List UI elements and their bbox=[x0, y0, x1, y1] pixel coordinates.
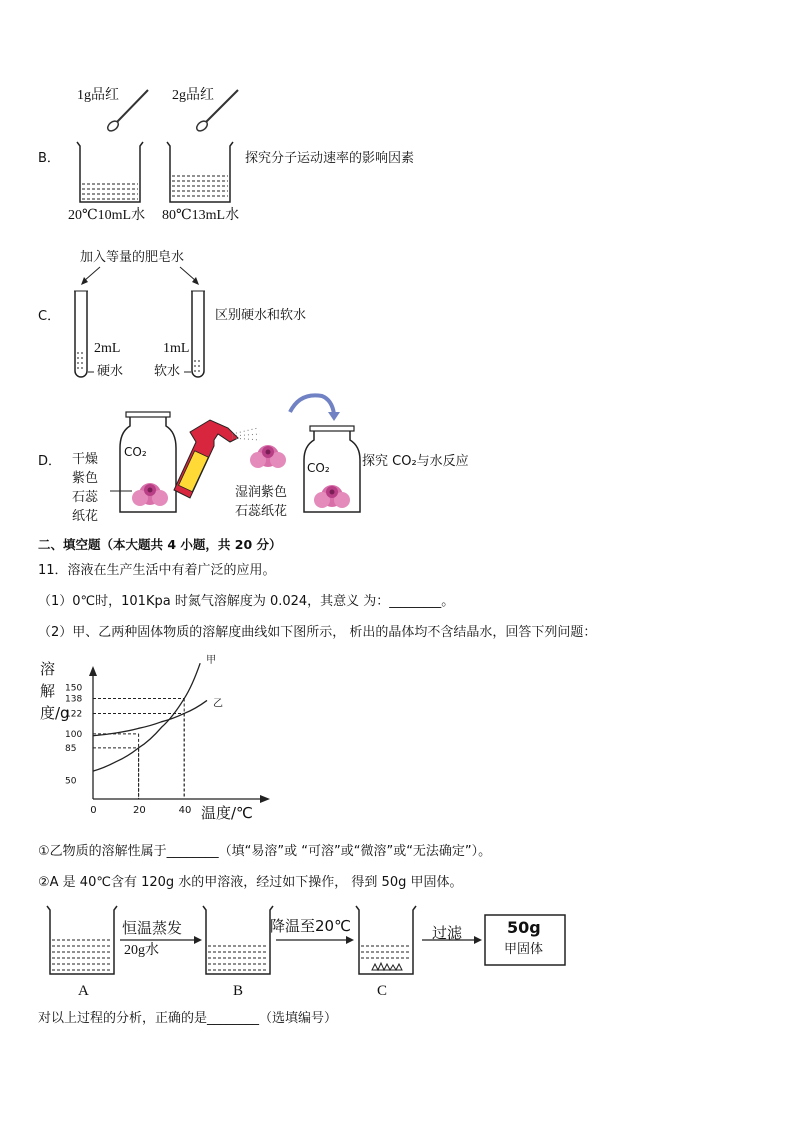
step2-top: 降温至20℃ bbox=[270, 917, 351, 935]
y-tick-label: 50 bbox=[65, 776, 77, 787]
test-tube-icon bbox=[191, 291, 205, 377]
dry-flower-label-2: 紫色 bbox=[72, 471, 99, 486]
beaker-icon bbox=[77, 142, 143, 202]
step1-top: 恒温蒸发 bbox=[122, 919, 183, 937]
x-tick-label: 0 bbox=[90, 805, 97, 816]
series-line-2 bbox=[93, 700, 207, 735]
spoon-icon bbox=[195, 90, 238, 133]
label-b: B bbox=[233, 983, 244, 999]
question-b: ②A 是 40℃含有 120g 水的甲溶液，经过如下操作， 得到 50g 甲固体。 bbox=[38, 875, 463, 890]
option-c-purpose: 区别硬水和软水 bbox=[215, 308, 307, 323]
spoon-icon bbox=[106, 90, 148, 133]
option-b-letter: B． bbox=[38, 151, 60, 166]
spoon1-label: 1g品红 bbox=[77, 88, 119, 103]
beaker-icon bbox=[356, 906, 416, 974]
step3-top: 过滤 bbox=[432, 924, 463, 942]
test-tube-icon bbox=[74, 291, 88, 377]
label-a: A bbox=[78, 983, 89, 999]
x-axis-arrow bbox=[260, 795, 270, 803]
option-c-letter: C． bbox=[38, 309, 61, 324]
solubility-chart bbox=[36, 652, 286, 832]
question-c: 对以上过程的分析，正确的是________（选填编号） bbox=[38, 1011, 338, 1026]
y-tick-label: 85 bbox=[65, 743, 77, 754]
result-substance: 甲固体 bbox=[504, 942, 544, 957]
soap-water-label: 加入等量的肥皂水 bbox=[80, 250, 185, 265]
flower-icon bbox=[314, 485, 350, 508]
tube2-volume: 1mL bbox=[163, 341, 190, 356]
question-a: ①乙物质的溶解性属于________（填“易溶”或 “可溶”或“微溶”或“无法确定”）。 bbox=[38, 844, 492, 859]
result-mass: 50g bbox=[507, 918, 541, 937]
beaker2-label: 80℃13mL水 bbox=[162, 208, 240, 223]
option-c-apparatus bbox=[70, 265, 220, 385]
flower-icon bbox=[250, 445, 286, 468]
beaker-icon bbox=[167, 142, 233, 202]
label-c: C bbox=[377, 983, 388, 999]
curved-arrow-icon bbox=[290, 395, 334, 414]
option-d-purpose: 探究 CO₂与水反应 bbox=[362, 454, 469, 469]
x-tick-label: 40 bbox=[178, 805, 192, 816]
wet-flower-label-2: 石蕊纸花 bbox=[235, 504, 288, 519]
tube1-volume: 2mL bbox=[94, 341, 121, 356]
wet-flower-label-1: 湿润紫色 bbox=[235, 485, 288, 500]
beaker-icon bbox=[203, 906, 273, 974]
flower-icon bbox=[132, 483, 168, 506]
dry-flower-label-1: 干燥 bbox=[72, 452, 99, 467]
series-label: 甲 bbox=[206, 655, 217, 667]
question-11-stem: 11．溶液在生产生活中有着广泛的应用。 bbox=[38, 563, 276, 578]
y-tick-label: 122 bbox=[65, 709, 83, 720]
step1-bottom: 20g水 bbox=[124, 943, 159, 958]
soft-water-label: 软水 bbox=[154, 364, 181, 379]
process-diagram bbox=[40, 898, 580, 983]
question-11-part1: （1）0℃时，101Kpa 时氮气溶解度为 0.024，其意义 为：________。 bbox=[38, 594, 455, 609]
option-b-purpose: 探究分子运动速率的影响因素 bbox=[245, 151, 415, 166]
jar1-gas: CO₂ bbox=[124, 445, 147, 459]
hard-water-label: 硬水 bbox=[97, 364, 124, 379]
series-label: 乙 bbox=[213, 698, 223, 710]
dry-flower-label-3: 石蕊 bbox=[72, 490, 99, 505]
chart-ylabel: 溶解度/g bbox=[40, 660, 70, 722]
question-11-part2: （2）甲、乙两种固体物质的溶解度曲线如下图所示， 析出的晶体均不含结晶水，回答下列问题： bbox=[38, 625, 597, 640]
dry-flower-label-4: 纸花 bbox=[72, 509, 99, 524]
beaker1-label: 20℃10mL水 bbox=[68, 208, 146, 223]
spoon2-label: 2g品红 bbox=[172, 88, 214, 103]
y-axis-arrow bbox=[89, 666, 97, 676]
y-tick-label: 138 bbox=[65, 694, 83, 705]
x-tick-label: 20 bbox=[133, 805, 146, 816]
option-b-apparatus bbox=[60, 80, 250, 210]
y-tick-label: 100 bbox=[65, 729, 83, 740]
beaker-icon bbox=[47, 906, 117, 974]
section-heading: 二、填空题（本大题共 4 小题，共 20 分） bbox=[38, 537, 282, 552]
chart-xlabel: 温度/℃ bbox=[201, 804, 253, 822]
option-d-letter: D． bbox=[38, 454, 62, 469]
y-tick-label: 150 bbox=[65, 683, 83, 694]
jar2-gas: CO₂ bbox=[307, 461, 330, 475]
